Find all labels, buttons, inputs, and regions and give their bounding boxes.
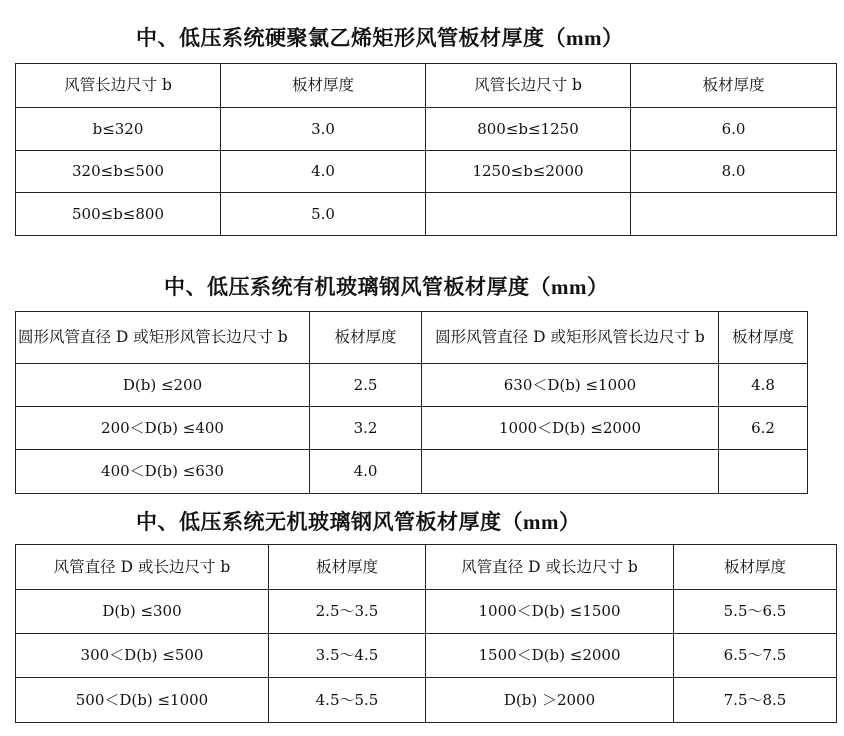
table-cell: b≤320 bbox=[16, 108, 221, 151]
table3-title-close: ） bbox=[559, 509, 581, 534]
table-cell: 3.5～4.5 bbox=[269, 634, 426, 678]
table-row bbox=[16, 193, 837, 236]
table-cell: 2.5～3.5 bbox=[269, 590, 426, 634]
table1-header-cell: 板材厚度 bbox=[221, 64, 426, 108]
table-row bbox=[16, 450, 808, 494]
table-row bbox=[16, 151, 837, 193]
table2-header-cell: 圆形风管直径 D 或矩形风管长边尺寸 b bbox=[16, 312, 310, 364]
table2 bbox=[15, 311, 808, 494]
table-cell: 5.5～6.5 bbox=[674, 590, 837, 634]
table3-header-cell: 风管直径 D 或长边尺寸 b bbox=[426, 545, 674, 590]
table-cell: 3.0 bbox=[221, 108, 426, 151]
table-cell: D(b) ≤300 bbox=[16, 590, 269, 634]
table2-title bbox=[164, 271, 609, 301]
table1-title-close: ） bbox=[602, 25, 624, 50]
table-cell: 6.5～7.5 bbox=[674, 634, 837, 678]
table1-title-text: 中、低压系统硬聚氯乙烯矩形风管板材厚度（ bbox=[136, 25, 566, 50]
table-cell: 4.5～5.5 bbox=[269, 678, 426, 723]
table-cell: D(b) ≤200 bbox=[16, 364, 310, 407]
table-cell: 500≤b≤800 bbox=[16, 193, 221, 236]
table-cell: 300＜D(b) ≤500 bbox=[16, 634, 269, 678]
table-cell: 4.0 bbox=[310, 450, 422, 494]
table-row bbox=[16, 590, 837, 634]
table-row bbox=[16, 364, 808, 407]
table1 bbox=[15, 63, 837, 236]
table-row bbox=[16, 678, 837, 723]
table2-title-close: ） bbox=[587, 274, 609, 299]
table3-header-cell: 板材厚度 bbox=[674, 545, 837, 590]
table2-header-cell: 圆形风管直径 D 或矩形风管长边尺寸 b bbox=[422, 312, 719, 364]
table1-title-unit: mm bbox=[566, 26, 602, 50]
table1-title bbox=[136, 22, 624, 52]
table3-title bbox=[136, 506, 581, 536]
table-cell: 400＜D(b) ≤630 bbox=[16, 450, 310, 494]
table-row bbox=[16, 108, 837, 151]
table3-title-text: 中、低压系统无机玻璃钢风管板材厚度（ bbox=[136, 509, 523, 534]
table-cell: 4.8 bbox=[719, 364, 808, 407]
table-cell: 1000＜D(b) ≤1500 bbox=[426, 590, 674, 634]
table-cell bbox=[631, 193, 837, 236]
table3-header-cell: 风管直径 D 或长边尺寸 b bbox=[16, 545, 269, 590]
table2-header-cell: 板材厚度 bbox=[719, 312, 808, 364]
table2-header-row bbox=[16, 312, 808, 364]
table1-header-cell: 风管长边尺寸 b bbox=[16, 64, 221, 108]
table-cell: 1000＜D(b) ≤2000 bbox=[422, 407, 719, 450]
table-cell: 7.5～8.5 bbox=[674, 678, 837, 723]
table2-title-text: 中、低压系统有机玻璃钢风管板材厚度（ bbox=[164, 274, 551, 299]
table-cell: 200＜D(b) ≤400 bbox=[16, 407, 310, 450]
table-row bbox=[16, 407, 808, 450]
table-cell: 1250≤b≤2000 bbox=[426, 151, 631, 193]
table1-header-cell: 风管长边尺寸 b bbox=[426, 64, 631, 108]
table3-header-cell: 板材厚度 bbox=[269, 545, 426, 590]
table-cell: 6.0 bbox=[631, 108, 837, 151]
table-cell bbox=[422, 450, 719, 494]
table3-header-row bbox=[16, 545, 837, 590]
table1-header-row bbox=[16, 64, 837, 108]
table-cell: 630＜D(b) ≤1000 bbox=[422, 364, 719, 407]
table-cell: 8.0 bbox=[631, 151, 837, 193]
table-row bbox=[16, 634, 837, 678]
table-cell: 800≤b≤1250 bbox=[426, 108, 631, 151]
table-cell bbox=[426, 193, 631, 236]
table-cell: 6.2 bbox=[719, 407, 808, 450]
table2-header-cell: 板材厚度 bbox=[310, 312, 422, 364]
table-cell: D(b) ＞2000 bbox=[426, 678, 674, 723]
table2-title-unit: mm bbox=[551, 275, 587, 299]
table1-header-cell: 板材厚度 bbox=[631, 64, 837, 108]
table-cell: 4.0 bbox=[221, 151, 426, 193]
table-cell: 500＜D(b) ≤1000 bbox=[16, 678, 269, 723]
table-cell bbox=[719, 450, 808, 494]
table3 bbox=[15, 544, 837, 723]
table-cell: 320≤b≤500 bbox=[16, 151, 221, 193]
table3-title-unit: mm bbox=[523, 510, 559, 534]
table-cell: 3.2 bbox=[310, 407, 422, 450]
table-cell: 2.5 bbox=[310, 364, 422, 407]
table-cell: 1500＜D(b) ≤2000 bbox=[426, 634, 674, 678]
table-cell: 5.0 bbox=[221, 193, 426, 236]
